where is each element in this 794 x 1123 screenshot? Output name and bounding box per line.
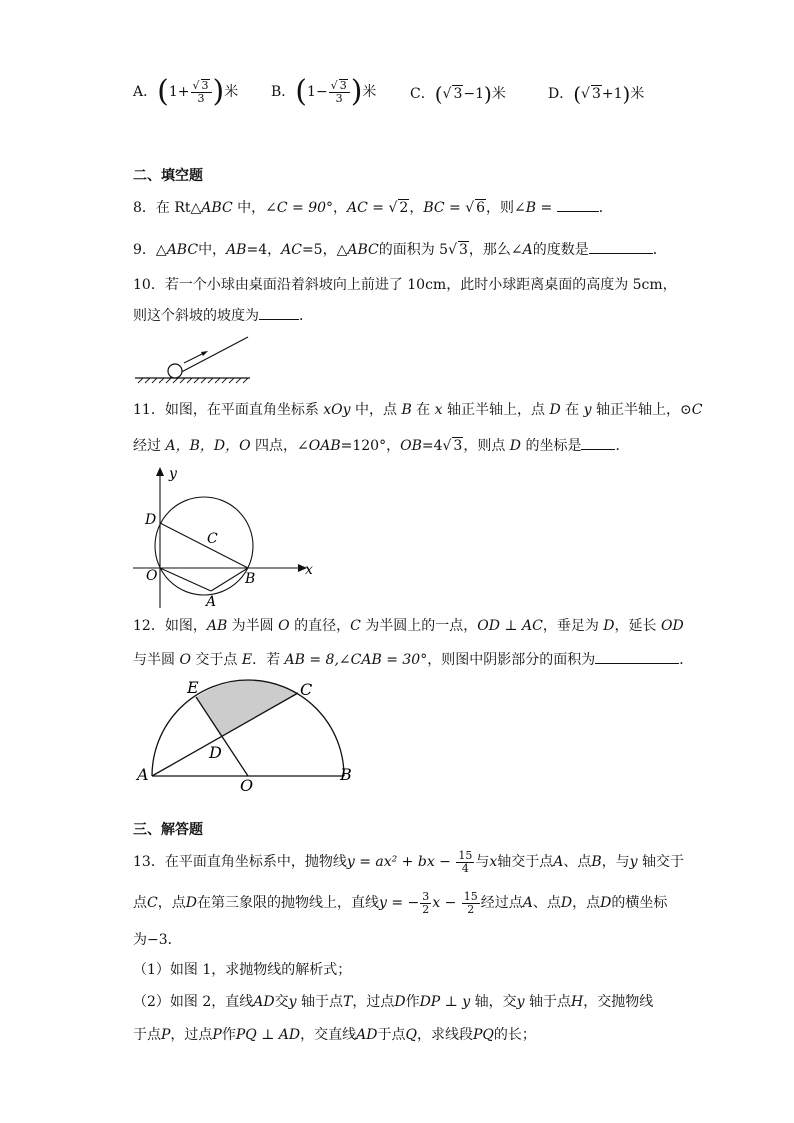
- question-11-line-2: 经过 A，B，D，O 四点，∠OAB=120°，OB=4√ 3，则点 D 的坐标是 ．: [133, 438, 630, 454]
- semicircle-figure: [132, 672, 362, 797]
- question-13-line-1: 13．在平面直角坐标系中，抛物线y = ax² + bx − $\frac{15}{4}$ 与x轴交于点A、点B，与y 轴交于: [133, 849, 685, 875]
- segment-db: [160, 523, 248, 568]
- answer-blank[interactable]: [589, 241, 653, 254]
- ball: [168, 364, 182, 378]
- option-b: B．(1− $\frac{√ 3}{3}$ )米: [271, 74, 377, 109]
- label-c: C: [207, 531, 218, 547]
- question-13-part-2-line-1: （2）如图 2，直线AD交y 轴于点T，过点D作DP ⊥ y 轴，交y 轴于点H，交抛物线: [133, 994, 654, 1010]
- question-10-line-2: 则这个斜坡的坡度为 ．: [133, 308, 313, 324]
- question-11-line-1: 11．如图，在平面直角坐标系 xOy 中，点 B 在 x 轴正半轴上，点 D 在 y 轴正半轴上，⊙C: [133, 402, 703, 418]
- label-b: B: [340, 765, 352, 784]
- answer-blank[interactable]: [259, 307, 299, 320]
- label-a: A: [137, 765, 149, 784]
- question-12-line-2: 与半圆 O 交于点 E．若 AB = 8,∠CAB = 30°，则图中阴影部分的面积为 ．: [133, 652, 694, 668]
- label-b: B: [245, 571, 256, 587]
- question-10-line-1: 10．若一个小球由桌面沿着斜坡向上前进了 10cm，此时小球距离桌面的高度为 5cm，: [133, 277, 677, 293]
- fraction: $\frac{3}{2}$: [422, 890, 430, 916]
- label-c: C: [300, 680, 313, 699]
- fraction: $\frac{15}{4}$: [458, 849, 473, 875]
- arrow-head: [201, 351, 208, 356]
- fraction: $\frac{√ 3}{3}$: [191, 79, 212, 104]
- question-13-part-2-line-2: 于点P，过点P作PQ ⊥ AD，交直线AD于点Q，求线段PQ的长；: [133, 1027, 536, 1043]
- label-y: y: [169, 466, 177, 482]
- label-d: D: [145, 512, 157, 528]
- slope-figure: [130, 333, 255, 388]
- question-13-line-2: 点C，点D在第三象限的抛物线上，直线y = − $\frac{3}{2}$ x − $\frac{15}{2}$ 经过点A、点D，点D的横坐标: [133, 890, 668, 916]
- question-9: 9．△ABC中，AB=4，AC=5，△ABC的面积为 5√ 3，那么∠A的度数是 ．: [133, 242, 667, 258]
- section-title-fill-in: 二、填空题: [133, 168, 203, 184]
- question-13-part-1: （1）如图 1，求抛物线的解析式；: [133, 962, 352, 978]
- label-x: x: [305, 562, 313, 578]
- y-axis-arrow: [156, 467, 164, 476]
- answer-blank[interactable]: [557, 199, 599, 212]
- option-label: A．: [133, 84, 158, 100]
- answer-blank[interactable]: [581, 437, 615, 450]
- fraction: $\frac{√ 3}{3}$: [329, 79, 350, 104]
- label-o: O: [240, 776, 254, 795]
- ground-hatching: [138, 378, 248, 383]
- option-c: C．(√ 3−1)米: [410, 82, 506, 106]
- question-8: 8．在 Rt△ABC 中，∠C = 90°，AC = √ 2，BC = √ 6，则∠B = ．: [133, 200, 613, 216]
- fraction: $\frac{15}{2}$: [463, 890, 478, 916]
- option-a: A．(1+ $\frac{√ 3}{3}$ )米: [133, 74, 239, 109]
- answer-blank[interactable]: [595, 651, 679, 664]
- coordinate-circle-figure: [125, 462, 325, 612]
- section-title-solve: 三、解答题: [133, 822, 203, 838]
- option-d: D．(√ 3+1)米: [548, 82, 645, 106]
- label-o: O: [146, 568, 158, 584]
- label-d: D: [209, 743, 222, 762]
- question-13-line-3: 为−3．: [133, 932, 182, 948]
- label-a: A: [206, 594, 217, 610]
- shaded-region: [196, 680, 298, 737]
- label-e: E: [187, 678, 199, 697]
- question-12-line-1: 12．如图，AB 为半圆 O 的直径，C 为半圆上的一点，OD ⊥ AC，垂足为 D，延长 OD: [133, 618, 684, 634]
